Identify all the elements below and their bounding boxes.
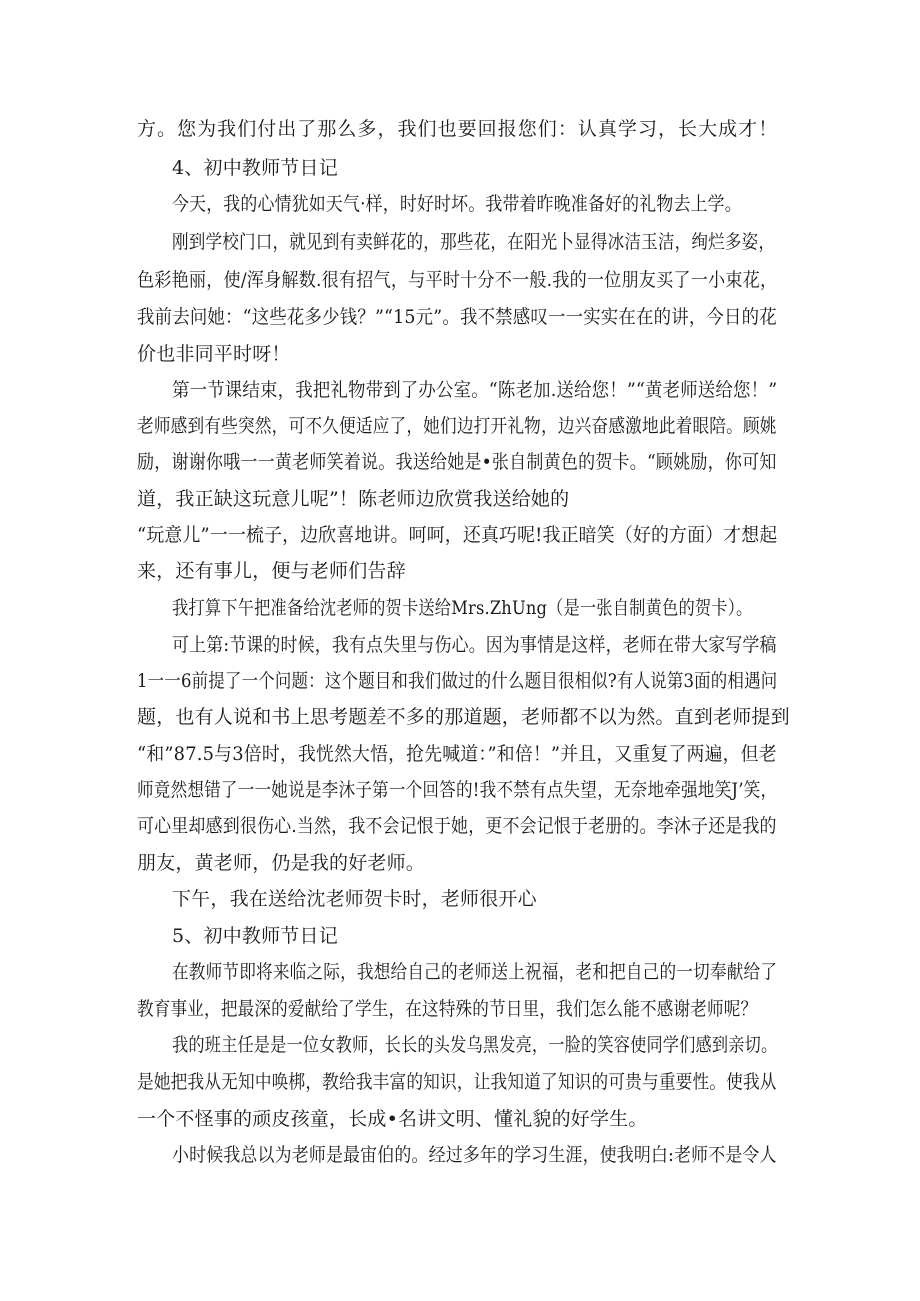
text-line: 是她把我从无知中唤梆，教给我丰富的知识，让我知道了知识的可贵与重要性。使我从 [137, 1071, 777, 1093]
text-line: 小时候我总以为老师是最宙伯的。经过多年的学习生涯，使我明白:老师不是令人 [172, 1144, 777, 1166]
text-line: 在教师节即将来临之际，我想给自己的老师送上祝福，老和把自己的一切奉献给了 [172, 961, 778, 983]
text-line: 老师感到有些突然，可不久便适应了，她们边打开礼物，边兴奋感激地此着眼陪。顾姚 [137, 415, 777, 437]
text-line: 可上第:节课的时候，我有点失里与伤心。因为事情是这样，老师在带大家写学稿 [172, 634, 777, 656]
text-line: “和”87.5与3倍时，我恍然大悟，抢先喊道：”和倍！”并且，又重复了两遍，但老 [137, 743, 777, 765]
section-heading: 4、初中教师节日记 [172, 157, 338, 179]
text-line: 色彩艳丽，使/浑身解数.很有招气，与平时十分不一般.我的一位朋友买了一小束花， [137, 269, 778, 291]
text-line: 第一节课结束，我把礼物带到了办公室。“陈老加.送给您！”“黄老师送给您！” [172, 379, 778, 401]
text-line: 我的班主任是是一位女教师，长长的头发乌黑发亮，一脸的笑容使同学们感到亲切。 [172, 1034, 778, 1056]
text-line: 1一一6前提了一个问题：这个题目和我们做过的什么题目很相似?有人说第3面的相遇问 [137, 670, 778, 692]
text-line: 一个不怪事的顽皮孩童，长成•名讲文明、懂礼貌的好学生。 [137, 1108, 648, 1130]
text-line: 价也非同平时呀！ [137, 343, 291, 365]
section-heading: 5、初中教师节日记 [172, 925, 338, 947]
text-line: 方。您为我们付出了那么多，我们也要回报您们：认真学习，长大成才！ [137, 118, 779, 140]
text-line: 可心里却感到很伤心.当然，我不会记恨于她，更不会记恨于老册的。李沐子还是我的 [137, 815, 777, 837]
text-line: 下午，我在送给沈老师贺卡时，老师很开心 [172, 888, 537, 910]
text-line: 来，还有事儿，便与老师们告辞 [137, 560, 406, 582]
text-line: 我打算下午把准备给沈老师的贺卡送给Mrs.ZhUng（是一张自制黄色的贺卡）。 [172, 597, 753, 619]
text-line: 励，谢谢你哦一一黄老师笑着说。我送给她是•张自制黄色的贺卡。“顾姚励，你可知 [137, 451, 777, 473]
text-line: 道，我正缺这玩意儿呢”！陈老师边欣赏我送给她的 [137, 488, 570, 510]
text-line: 朋友，黄老师，仍是我的好老师。 [137, 852, 426, 874]
text-line: “玩意儿”一一梳子，边欣喜地讲。呵呵，还真巧呢!我正暗笑（好的方面）才想起 [137, 524, 778, 546]
text-line: 我前去问她：“这些花多少钱？”“15元”。我不禁感叹一一实实在在的讲，今日的花 [137, 306, 777, 328]
text-line: 题，也有人说和书上思考题差不多的那道题，老师都不以为然。直到老师提到 [137, 706, 790, 728]
text-line: 刚到学校门口，就见到有卖鲜花的，那些花，在阳光卜显得冰洁玉洁，绚烂多姿， [172, 231, 776, 253]
text-line: 今天，我的心情犹如天气·样，时好时坏。我带着昨晚准备好的礼物去上学。 [172, 193, 742, 215]
text-line: 师竟然想错了一一她说是李沐子第一个回答的!我不禁有点失望，无奈地牵强地笑J’笑， [137, 779, 778, 801]
text-line: 教育事业，把最深的爱献给了学生，在这特殊的节日里，我们怎么能不感谢老师呢？ [137, 998, 758, 1020]
